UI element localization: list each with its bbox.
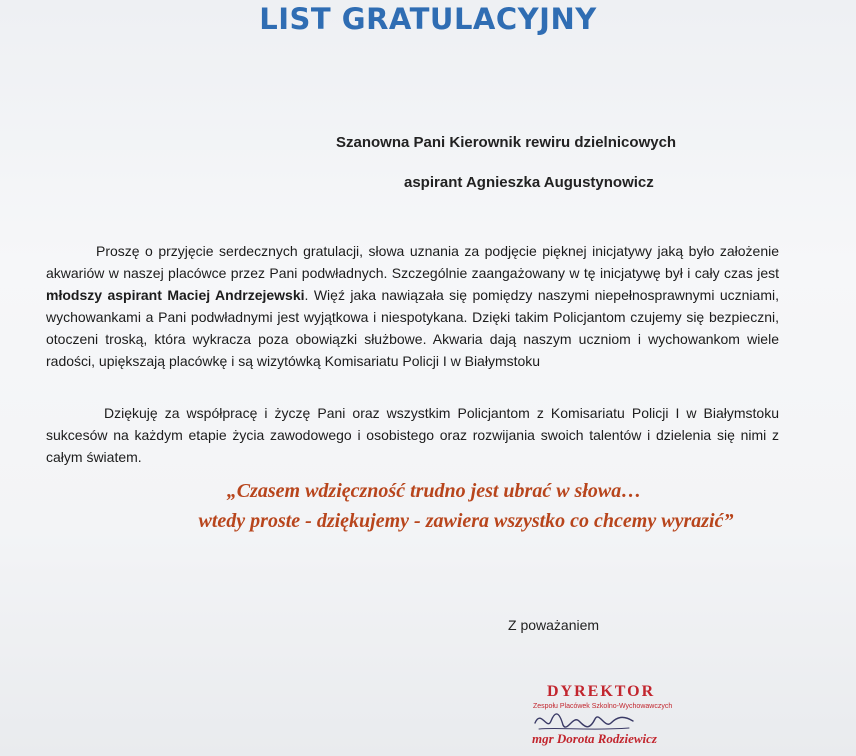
body-paragraph-2: Dziękuję za współpracę i życzę Pani oraz wszystkim Policjantom z Komisariatu Policji I w Białymstoku sukcesów na każdym etapie życia zawodowego i osobistego oraz rozwijania swoich talentów i dzielenia się nimi z całym światem. [46, 405, 779, 465]
body-paragraph-1 [46, 240, 779, 372]
paragraph-1-text-b: . Więź jaka nawiązała się pomiędzy naszymi niepełnosprawnymi uczniami, wychowankami a Pani podwładnymi jest wyjątkowa i niespotykana. Dzięki takim Policjantom czujemy się bezpieczni, otoczeni troską, która wykracza poza obowiązki służbowe. Akwaria dają naszym uczniom i wychowankom wiele radości, upiększają placówkę i są wizytówką Komisariatu Policji I w Białymstoku [46, 287, 779, 369]
paragraph-1-text-a: Proszę o przyjęcie serdecznych gratulacji, słowa uznania za podjęcie pięknej inicjatywy jaką było założenie akwariów w naszej placówce przez Pani podwładnych. Szczególnie zaangażowany w tę inicjatywę był i cały czas jest [46, 243, 779, 281]
stamp-organization: Zespołu Placówek Szkolno-Wychowawczych [533, 703, 673, 710]
director-stamp [525, 683, 695, 756]
stamp-title: DYREKTOR [547, 683, 656, 700]
highlighted-officer-name: młodszy aspirant Maciej Andrzejewski [46, 287, 305, 303]
quote-line-2: wtedy proste - dziękujemy - zawiera wszystko co chcemy wyrazić” [198, 510, 734, 532]
letter-title: LIST GRATULACYJNY [259, 2, 597, 36]
quote-line-1: „Czasem wdzięczność trudno jest ubrać w słowa… [226, 480, 642, 502]
recipient-line-2: aspirant Agnieszka Augustynowicz [404, 174, 654, 191]
closing-salutation: Z poważaniem [508, 617, 600, 633]
recipient-line-1: Szanowna Pani Kierownik rewiru dzielnicowych [336, 134, 677, 151]
stamp-signatory-name: mgr Dorota Rodziewicz [532, 731, 657, 746]
